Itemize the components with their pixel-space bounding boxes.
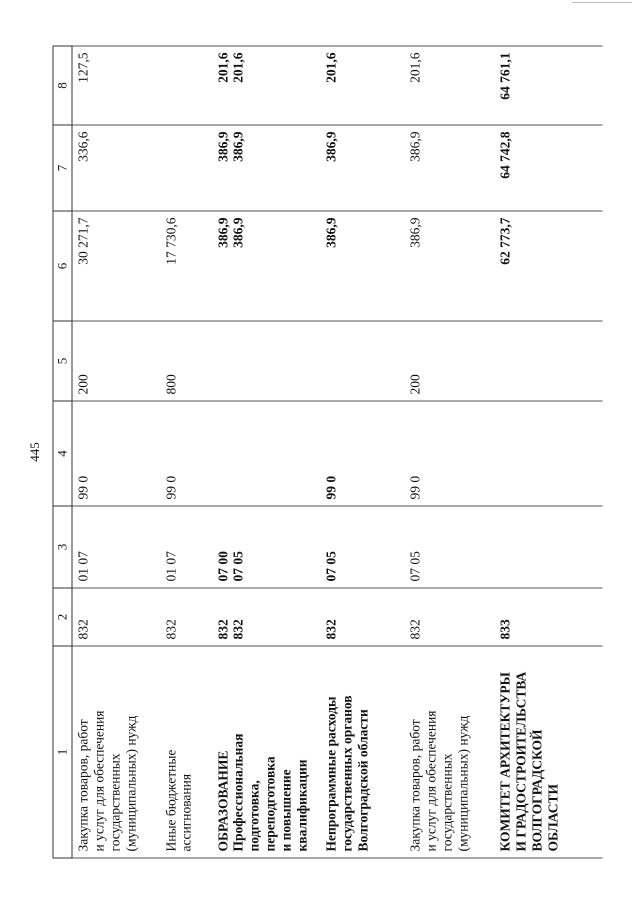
- row-cell-col-8: [212, 46, 321, 125]
- header-cell-1: 1: [53, 646, 72, 858]
- row-name-line: И ГРАДОСТРОИТЕЛЬСТВА: [513, 671, 529, 851]
- row-cell-col-2: [405, 588, 495, 646]
- row-cell-col-8: [321, 46, 405, 125]
- cell-value: 200: [407, 373, 423, 394]
- row-name-line: Закупка товаров, работ: [75, 718, 91, 851]
- header-cell-2: 2: [53, 588, 72, 646]
- row-cell-col-7: [72, 125, 160, 211]
- cell-value: 832: [323, 618, 339, 639]
- row-cell-col-3: [72, 506, 160, 588]
- cell-value: 07 05: [323, 550, 339, 581]
- row-name-line: ОБЛАСТИ: [545, 783, 561, 851]
- table-row: [212, 46, 321, 858]
- row-name-cell: [160, 646, 212, 858]
- row-name-line: и повышение: [278, 768, 294, 851]
- row-cell-col-2: [160, 588, 212, 646]
- row-name-line: и услуг для обеспечения: [423, 709, 439, 851]
- row-cell-col-7: [212, 125, 321, 211]
- row-cell-col-2: [495, 588, 603, 646]
- cell-value: 99 0: [163, 475, 178, 499]
- header-cell-6: 6: [53, 211, 72, 321]
- row-name-line: ВОЛГОГРАДСКОЙ: [529, 729, 545, 851]
- cell-value: 17 730,6: [163, 217, 178, 265]
- row-name-line: Волгоградской области: [355, 708, 371, 851]
- row-cell-col-2: [321, 588, 405, 646]
- row-name-line: государственных: [439, 752, 455, 851]
- header-cell-3: 3: [53, 506, 72, 588]
- row-name-line: Иные бюджетные: [163, 749, 178, 851]
- cell-value: 07 00: [215, 550, 230, 581]
- cell-value: 201,6: [215, 52, 230, 83]
- header-cell-5: 5: [53, 321, 72, 401]
- table-row: [495, 46, 603, 858]
- cell-value: 386,9: [323, 131, 339, 162]
- table-row: [72, 46, 160, 858]
- cell-value: 386,9: [407, 217, 423, 248]
- row-cell-col-6: [72, 211, 160, 321]
- cell-value: 127,5: [75, 52, 91, 83]
- row-cell-col-3: [212, 506, 321, 588]
- row-cell-col-5: [321, 321, 405, 401]
- cell-value: 99 0: [323, 475, 339, 499]
- row-name-cell: [405, 646, 495, 858]
- row-cell-col-8: [160, 46, 212, 125]
- row-cell-col-5: [495, 321, 603, 401]
- cell-value: 832: [407, 618, 423, 639]
- row-cell-col-8: [405, 46, 495, 125]
- row-cell-col-4: [212, 401, 321, 506]
- rotated-budget-table-sheet: [53, 46, 588, 858]
- table-row: [405, 46, 495, 858]
- row-cell-col-6: [212, 211, 321, 321]
- row-name-line: Непрограммные расходы: [323, 695, 339, 851]
- row-cell-col-3: [160, 506, 212, 588]
- cell-value: 201,6: [407, 52, 423, 83]
- table-body: [72, 46, 603, 858]
- row-name-line: (муниципальных) нужд: [123, 715, 139, 851]
- cell-value: 200: [75, 373, 91, 394]
- row-name-cell: [72, 646, 160, 858]
- row-cell-col-7: [405, 125, 495, 211]
- cell-value: 832: [163, 618, 178, 639]
- row-cell-col-6: [405, 211, 495, 321]
- cell-value: 01 07: [75, 550, 91, 581]
- row-name-cell: [495, 646, 603, 858]
- row-cell-col-7: [495, 125, 603, 211]
- cell-value: 386,9: [215, 217, 230, 248]
- corner-mark: [572, 2, 632, 3]
- row-cell-col-7: [160, 125, 212, 211]
- cell-value: 99 0: [407, 475, 423, 499]
- row-name-cell: [212, 646, 321, 858]
- cell-value: 833: [497, 618, 513, 639]
- row-name-line: и услуг для обеспечения: [91, 709, 107, 851]
- row-cell-col-5: [405, 321, 495, 401]
- row-cell-col-6: [321, 211, 405, 321]
- header-cell-8: 8: [53, 46, 72, 125]
- cell-value: 30 271,7: [75, 217, 91, 265]
- row-cell-col-4: [495, 401, 603, 506]
- row-name-line: переподготовка: [262, 755, 278, 851]
- cell-value: 386,9: [407, 131, 423, 162]
- cell-value: 832: [230, 618, 246, 639]
- row-name-line: ассигнования: [178, 773, 194, 851]
- cell-value: 386,9: [215, 131, 230, 162]
- row-cell-col-4: [405, 401, 495, 506]
- cell-value: 386,9: [230, 217, 246, 248]
- cell-value: 201,6: [230, 52, 246, 83]
- row-cell-col-7: [321, 125, 405, 211]
- row-name-line: подготовка,: [246, 779, 262, 851]
- row-name-cell: [321, 646, 405, 858]
- cell-value: 01 07: [163, 550, 178, 581]
- row-name-line: Закупка товаров, работ: [407, 718, 423, 851]
- cell-value: 336,6: [75, 131, 91, 162]
- cell-value: 832: [75, 618, 91, 639]
- table-row: [160, 46, 212, 858]
- cell-value: 07 05: [407, 550, 423, 581]
- page-number: 445: [27, 442, 42, 462]
- row-name-line: государственных: [107, 752, 123, 851]
- row-name-line: Профессиональная: [230, 733, 246, 851]
- cell-value: 201,6: [323, 52, 339, 83]
- cell-value: 800: [163, 373, 178, 394]
- cell-value: 386,9: [230, 131, 246, 162]
- cell-value: 62 773,7: [497, 217, 513, 265]
- row-cell-col-3: [405, 506, 495, 588]
- row-cell-col-6: [495, 211, 603, 321]
- row-cell-col-4: [160, 401, 212, 506]
- row-cell-col-4: [72, 401, 160, 506]
- cell-value: 07 05: [230, 550, 246, 581]
- cell-value: 99 0: [75, 475, 91, 499]
- cell-value: 386,9: [323, 217, 339, 248]
- row-name-line: квалификации: [294, 758, 310, 851]
- row-cell-col-2: [212, 588, 321, 646]
- table-row: [321, 46, 405, 858]
- row-cell-col-6: [160, 211, 212, 321]
- row-name-line: государственных органов: [339, 694, 355, 851]
- row-cell-col-5: [72, 321, 160, 401]
- cell-value: 64 761,1: [497, 52, 513, 100]
- row-cell-col-2: [72, 588, 160, 646]
- header-cell-4: 4: [53, 401, 72, 506]
- row-name-line: КОМИТЕТ АРХИТЕКТУРЫ: [497, 671, 513, 851]
- row-cell-col-8: [495, 46, 603, 125]
- budget-table: [53, 45, 603, 858]
- cell-value: 64 742,8: [497, 131, 513, 179]
- row-name-line: (муниципальных) нужд: [455, 715, 471, 851]
- row-cell-col-8: [72, 46, 160, 125]
- row-name-line: ОБРАЗОВАНИЕ: [215, 750, 230, 851]
- header-cell-7: 7: [53, 125, 72, 211]
- row-cell-col-3: [321, 506, 405, 588]
- cell-value: 832: [215, 618, 230, 639]
- row-cell-col-3: [495, 506, 603, 588]
- row-cell-col-5: [160, 321, 212, 401]
- header-row: [53, 46, 72, 858]
- row-cell-col-4: [321, 401, 405, 506]
- row-cell-col-5: [212, 321, 321, 401]
